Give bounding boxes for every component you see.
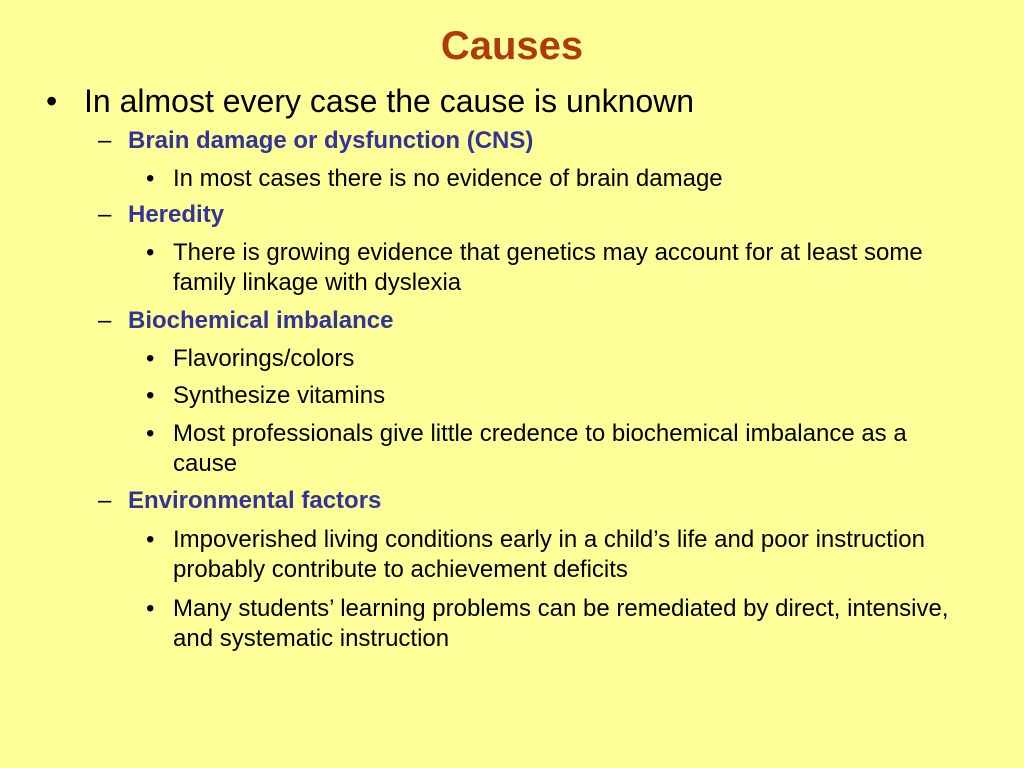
dash-icon: – (98, 307, 112, 334)
section-bullet-text: Flavorings/colors (173, 345, 355, 372)
bullet-icon: • (146, 420, 155, 447)
dash-icon: – (98, 127, 112, 154)
bullet-icon: • (146, 345, 155, 372)
section-bullet-text: Most professionals give little credence to biochemical imbalance as a cause (173, 420, 907, 477)
section-heading-text: Heredity (128, 201, 225, 228)
section-heading-text: Biochemical imbalance (128, 307, 394, 334)
bullet-icon: • (46, 83, 58, 119)
bullet-icon: • (146, 595, 155, 622)
section-bullet-text: Impoverished living conditions early in a child’s life and poor instruction probably contribute to achievement deficits (173, 526, 925, 583)
bullet-icon: • (146, 239, 155, 266)
section-bullet-text: There is growing evidence that genetics may account for at least some family linkage with dyslexia (173, 239, 923, 296)
section-bullet-text: In most cases there is no evidence of brain damage (173, 165, 723, 192)
bullet-icon: • (146, 165, 155, 192)
dash-icon: – (98, 487, 112, 514)
section-bullet-text: Synthesize vitamins (173, 382, 386, 409)
bullet-icon: • (146, 526, 155, 553)
main-point-text: In almost every case the cause is unknown (84, 83, 695, 119)
slide-title: Causes (440, 24, 584, 68)
section-bullet-text: Many students’ learning problems can be remediated by direct, intensive, and systematic instruction (173, 595, 949, 652)
bullet-icon: • (146, 382, 155, 409)
section-heading-text: Environmental factors (128, 487, 382, 514)
dash-icon: – (98, 201, 112, 228)
section-heading-text: Brain damage or dysfunction (CNS) (128, 127, 534, 154)
